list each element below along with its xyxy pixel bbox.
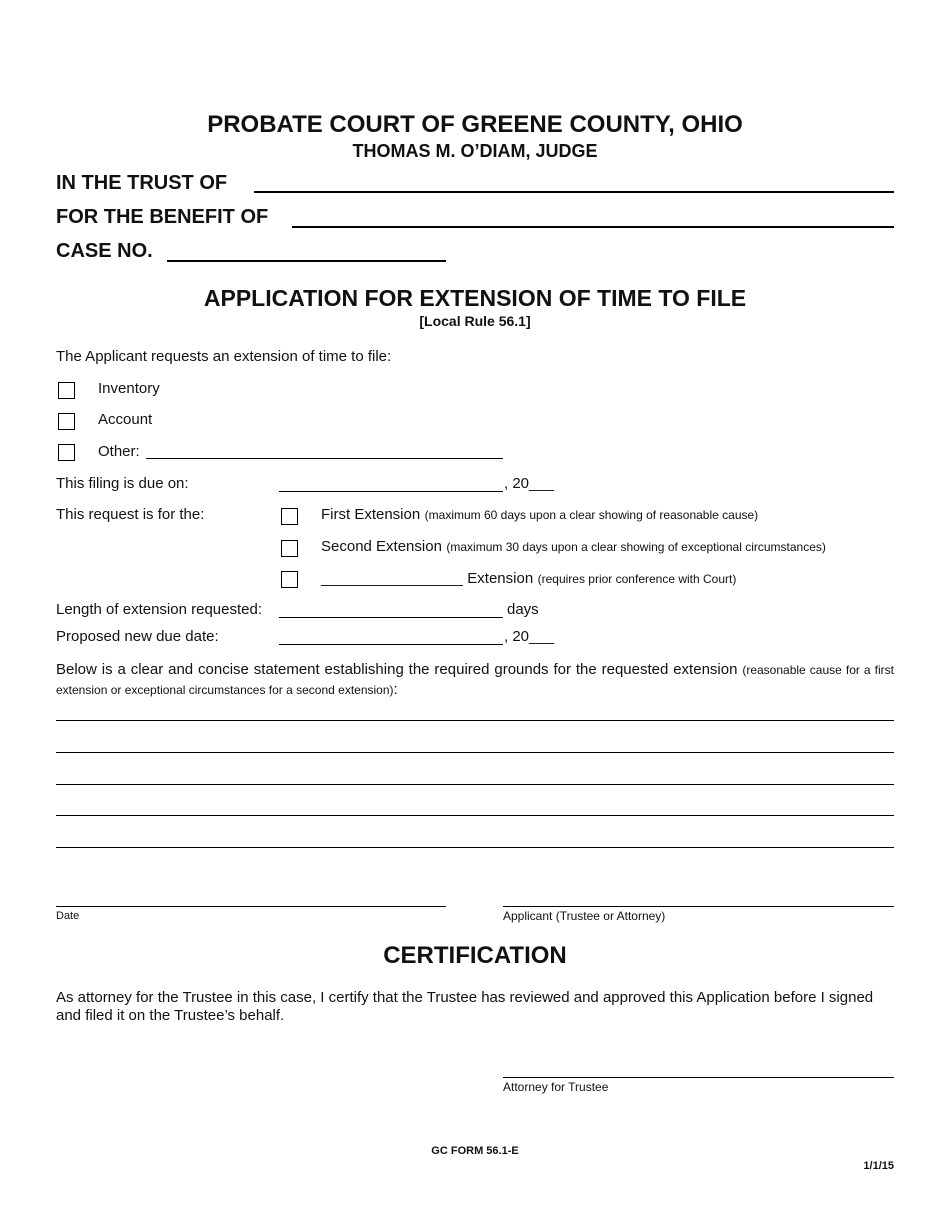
attorney-signature-line[interactable] [503,1077,894,1078]
applicant-label: Applicant (Trustee or Attorney) [503,909,666,923]
proposed-date-line[interactable] [279,644,503,645]
trust-name-line[interactable] [254,191,894,193]
beneficiary-line[interactable] [292,226,894,228]
other-line[interactable] [146,458,503,459]
statement-main: Below is a clear and concise statement establishing the required grounds for the requested extension [56,661,738,678]
trust-label: IN THE TRUST OF [56,172,228,194]
date-signature-line[interactable] [56,906,446,907]
account-checkbox[interactable] [58,413,75,430]
due-date-line[interactable] [279,491,503,492]
request-intro: The Applicant requests an extension of time to file: [56,348,392,365]
length-label: Length of extension requested: [56,601,262,618]
statement-line-3[interactable] [56,784,894,785]
first-extension-note: (maximum 60 days upon a clear showing of reasonable cause) [424,508,759,522]
form-id: GC FORM 56.1-E [431,1145,519,1157]
revision-date: 1/1/15 [863,1160,894,1172]
length-line[interactable] [279,617,503,618]
length-suffix: days [507,601,539,618]
statement-line-4[interactable] [56,815,894,816]
second-extension-option [321,538,826,556]
second-extension-title: Second Extension [321,538,442,555]
statement-end: : [393,681,398,698]
first-extension-option [321,506,758,524]
proposed-year-suffix: , 20___ [504,628,555,645]
due-label: This filing is due on: [56,475,189,492]
statement-note: (reasonable cause for a first extension or exceptional circumstances for a second extension) [56,663,894,697]
second-extension-note: (maximum 30 days upon a clear showing of exceptional circumstances) [446,540,826,554]
statement-line-1[interactable] [56,720,894,721]
case-number-line[interactable] [167,260,446,262]
certification-title: CERTIFICATION [383,942,567,969]
other-checkbox[interactable] [58,444,75,461]
inventory-checkbox[interactable] [58,382,75,399]
other-extension-blank[interactable]: _________________ [321,570,463,587]
statement-instructions [56,660,894,700]
first-extension-checkbox[interactable] [281,508,298,525]
other-extension-note: (requires prior conference with Court) [537,572,737,586]
other-extension-checkbox[interactable] [281,571,298,588]
attorney-label: Attorney for Trustee [503,1080,609,1094]
date-label: Date [56,910,80,922]
statement-line-2[interactable] [56,752,894,753]
form-title: APPLICATION FOR EXTENSION OF TIME TO FILE [203,285,747,311]
applicant-signature-line[interactable] [503,906,894,907]
account-label: Account [98,411,153,428]
request-type-label: This request is for the: [56,506,205,523]
other-extension-option [321,570,736,588]
inventory-label: Inventory [98,380,160,397]
court-name: PROBATE COURT OF GREENE COUNTY, OHIO [207,111,743,138]
other-label: Other: [98,443,140,460]
benefit-label: FOR THE BENEFIT OF [56,206,269,228]
statement-line-5[interactable] [56,847,894,848]
local-rule: [Local Rule 56.1] [419,313,531,329]
judge-name: THOMAS M. O’DIAM, JUDGE [352,141,598,161]
second-extension-checkbox[interactable] [281,540,298,557]
certification-body: As attorney for the Trustee in this case, I certify that the Trustee has reviewed and approved this Application before I signed and filed it on the Trustee’s behalf. [56,989,874,1024]
first-extension-title: First Extension [321,506,421,523]
proposed-label: Proposed new due date: [56,628,219,645]
case-label: CASE NO. [56,240,153,262]
due-year-suffix: , 20___ [504,475,555,492]
other-extension-title: Extension [467,570,534,587]
